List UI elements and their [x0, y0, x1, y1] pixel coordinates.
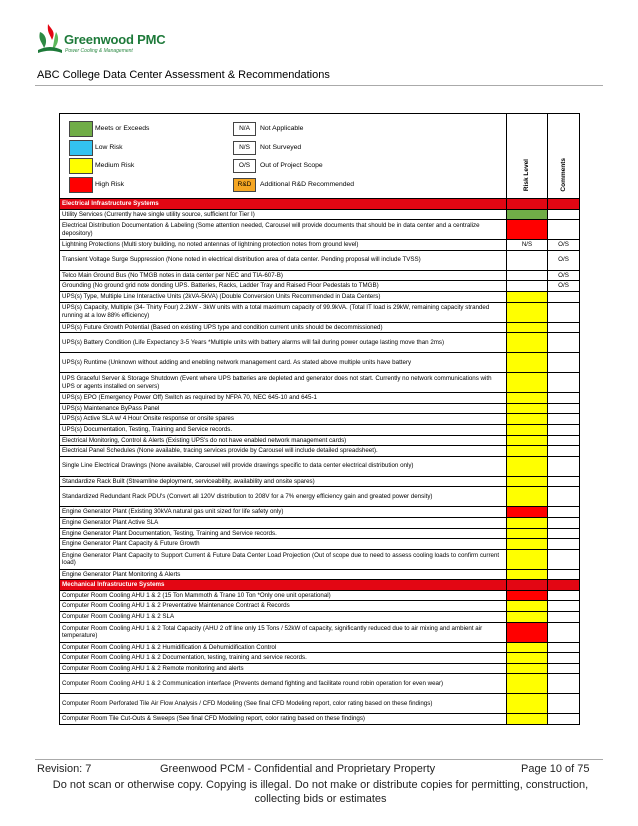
item-description: UPS(s) Capacity, Multiple (34- Thirty Four) 2.2kW - 3kW units with a total maximum capacity of 99.9kVA. (Total IT load is 29kW, remaining capacity stranded running at a low 88% efficiency) — [60, 302, 507, 322]
footer-revision: Revision: 7 — [37, 763, 92, 775]
item-description: Computer Room Cooling AHU 1 & 2 Total Capacity (AHU 2 off line only 15 Tons / 52kW of capacity, significantly reduced due to air mixing and ambient air temperature) — [60, 622, 507, 642]
risk-level-cell — [507, 302, 548, 322]
item-description: Single Line Electrical Drawings (None available, Carousel will provide drawings specific to data center electrical distribution only) — [60, 456, 507, 476]
comment-cell — [548, 435, 580, 446]
item-description: Electrical Panel Schedules (None available, tracing services provide by Carousel will include detailed spreadsheet). — [60, 446, 507, 457]
table-row — [60, 291, 580, 302]
table-row — [60, 528, 580, 539]
legend-code-label: Out of Project Scope — [260, 161, 323, 169]
legend-swatch-red — [69, 177, 93, 193]
comment-cell — [548, 569, 580, 580]
item-description: Engine Generator Plant Active SLA — [60, 517, 507, 528]
header-divider — [35, 85, 603, 86]
legend-code-label: Additional R&D Recommended — [260, 180, 355, 188]
risk-level-cell — [507, 569, 548, 580]
comment-cell — [548, 674, 580, 694]
legend-swatch-blue — [69, 140, 93, 156]
table-row — [60, 240, 580, 251]
table-row — [60, 393, 580, 404]
legend-code-badge: R&D — [233, 178, 256, 192]
risk-level-cell — [507, 322, 548, 333]
item-description: Standardized Redundant Rack PDU's (Convert all 120V distribution to 208V for a 7% energy efficiency gain and greated power density) — [60, 487, 507, 507]
logo-tagline: Power Cooling & Management — [65, 48, 133, 54]
legend-risk-label: Meets or Exceeds — [95, 124, 150, 132]
legend-row — [60, 114, 580, 199]
comment-cell — [548, 694, 580, 714]
table-row — [60, 517, 580, 528]
comment-cell — [548, 446, 580, 457]
comment-cell — [548, 414, 580, 425]
footer-divider — [35, 759, 603, 760]
item-description: UPS Graceful Server & Storage Shutdown (Event where UPS batteries are depleted and generator does not start. Currently no network communications with UPS or agents installed on servers) — [60, 373, 507, 393]
comment-cell — [548, 714, 580, 725]
risk-level-cell — [507, 393, 548, 404]
comment-cell — [548, 653, 580, 664]
comment-cell — [548, 487, 580, 507]
section-header-row — [60, 580, 580, 591]
risk-level-cell — [507, 435, 548, 446]
comment-cell — [548, 393, 580, 404]
table-row — [60, 653, 580, 664]
item-description: Telco Main Ground Bus (No TMGB notes in data center per NEC and TIA-607-B) — [60, 270, 507, 281]
risk-level-cell — [507, 291, 548, 302]
comment-cell — [548, 302, 580, 322]
risk-level-cell — [507, 674, 548, 694]
legend-swatch-green — [69, 121, 93, 137]
footer-copy-notice: Do not scan or otherwise copy. Copying is illegal. Do not make or distribute copies for permitting, construction, collecting bids or estimates — [52, 779, 589, 805]
comment-cell — [548, 353, 580, 373]
comment-cell — [548, 322, 580, 333]
table-row — [60, 403, 580, 414]
item-description: UPS(s) Type, Multiple Line Interactive Units (2kVA-5kVA) (Double Conversion Units Recommended in Data Centers) — [60, 291, 507, 302]
item-description: UPS(s) Runtime (Unknown without adding and enebling network management card. As stated above multiple units have battery — [60, 353, 507, 373]
item-description: UPS(s) Active SLA w/ 4 Hour Onsite response or onsite spares — [60, 414, 507, 425]
legend-code-label: Not Surveyed — [260, 143, 302, 151]
item-description: Computer Room Perforated Tile Air Flow Analysis / CFD Modeling (See final CFD Modeling report, color rating based on these findings) — [60, 694, 507, 714]
table-row — [60, 674, 580, 694]
item-description: Transient Voltage Surge Suppression (None noted in electrical distribution area of data center. Pending proposal will include TVSS) — [60, 250, 507, 270]
section-title: Electrical Infrastructure Systems — [60, 199, 507, 210]
risk-level-cell — [507, 663, 548, 674]
item-description: Lightning Protections (Multi story building, no noted antennas of lightning protection notes from ground level) — [60, 240, 507, 251]
comment-cell — [548, 517, 580, 528]
table-row — [60, 281, 580, 292]
item-description: UPS(s) Future Growth Potential (Based on existing UPS type and condition current units should be decommissioned) — [60, 322, 507, 333]
comment-cell — [548, 663, 580, 674]
item-description: Computer Room Tile Cut-Outs & Sweeps (See final CFD Modeling report, color rating based on these findings) — [60, 714, 507, 725]
legend-risk-label: Medium Risk — [95, 161, 135, 169]
company-logo — [34, 22, 174, 68]
legend-code-badge: N/S — [233, 141, 256, 155]
table-row — [60, 507, 580, 518]
item-description: Computer Room Cooling AHU 1 & 2 (15 Ton Mammoth & Trane 10 Ton *Only one unit operational) — [60, 590, 507, 601]
table-row — [60, 414, 580, 425]
risk-level-cell — [507, 580, 548, 591]
risk-level-cell — [507, 517, 548, 528]
risk-level-cell — [507, 694, 548, 714]
risk-level-cell — [507, 250, 548, 270]
item-description: Grounding (No ground grid note donding UPS. Batteries, Racks, Ladder Tray and Raised Floor Pedestals to TMGB) — [60, 281, 507, 292]
risk-level-cell — [507, 507, 548, 518]
legend-code-badge: N/A — [233, 122, 256, 136]
table-row — [60, 373, 580, 393]
item-description: Engine Generator Plant (Existing 30kVA natural gas unit sized for life safety only) — [60, 507, 507, 518]
legend-swatch-yellow — [69, 158, 93, 174]
assessment-sheet — [59, 113, 579, 725]
table-row — [60, 549, 580, 569]
section-header-row — [60, 199, 580, 210]
risk-level-cell — [507, 199, 548, 210]
table-row — [60, 714, 580, 725]
comment-cell: O/S — [548, 281, 580, 292]
risk-level-cell — [507, 590, 548, 601]
table-row — [60, 270, 580, 281]
logo-name: Greenwood PMC — [64, 32, 166, 47]
comment-cell — [548, 612, 580, 623]
risk-level-cell — [507, 414, 548, 425]
table-row — [60, 220, 580, 240]
risk-level-cell — [507, 403, 548, 414]
table-row — [60, 435, 580, 446]
comment-cell — [548, 507, 580, 518]
item-description: Electrical Monitoring, Control & Alerts (Existing UPS's do not have enabled network management cards) — [60, 435, 507, 446]
legend-risk-label: Low Risk — [95, 143, 123, 151]
comment-cell — [548, 456, 580, 476]
table-row — [60, 601, 580, 612]
legend-code-label: Not Applicable — [260, 124, 304, 132]
item-description: UPS(s) EPO (Emergency Power Off) Switch as required by NFPA 70, NEC 645-10 and 645-1 — [60, 393, 507, 404]
table-row — [60, 539, 580, 550]
comment-cell — [548, 424, 580, 435]
risk-level-cell — [507, 281, 548, 292]
risk-level-cell — [507, 446, 548, 457]
risk-level-cell — [507, 209, 548, 220]
comment-cell: O/S — [548, 250, 580, 270]
table-row — [60, 590, 580, 601]
comment-cell — [548, 642, 580, 653]
item-description: Engine Generator Plant Capacity & Future Growth — [60, 539, 507, 550]
logo-mark-icon — [34, 22, 64, 56]
risk-level-cell — [507, 476, 548, 487]
risk-level-cell — [507, 424, 548, 435]
table-row — [60, 302, 580, 322]
footer-page-number: Page 10 of 75 — [521, 763, 590, 775]
comment-cell — [548, 580, 580, 591]
table-row — [60, 446, 580, 457]
comment-cell — [548, 476, 580, 487]
table-row — [60, 250, 580, 270]
legend-code-badge: O/S — [233, 159, 256, 173]
table-row — [60, 476, 580, 487]
risk-level-cell — [507, 528, 548, 539]
table-row — [60, 663, 580, 674]
table-row — [60, 569, 580, 580]
risk-level-cell — [507, 642, 548, 653]
table-row — [60, 642, 580, 653]
risk-level-cell: N/S — [507, 240, 548, 251]
risk-level-cell — [507, 539, 548, 550]
risk-level-cell — [507, 601, 548, 612]
risk-level-cell — [507, 714, 548, 725]
item-description: Computer Room Cooling AHU 1 & 2 Communication interface (Prevents demand fighting and facilitate round robin operation for even wear) — [60, 674, 507, 694]
risk-level-header: Risk Level — [507, 114, 548, 199]
table-row — [60, 353, 580, 373]
comment-cell — [548, 601, 580, 612]
item-description: Computer Room Cooling AHU 1 & 2 Remote monitoring and alerts — [60, 663, 507, 674]
legend-risk-label: High Risk — [95, 180, 125, 188]
risk-level-cell — [507, 612, 548, 623]
item-description: UPS(s) Documentation, Testing, Training and Service records. — [60, 424, 507, 435]
comment-cell — [548, 403, 580, 414]
comment-cell — [548, 539, 580, 550]
table-row — [60, 487, 580, 507]
table-row — [60, 622, 580, 642]
risk-level-cell — [507, 270, 548, 281]
item-description: Engine Generator Plant Documentation, Testing, Training and Service records. — [60, 528, 507, 539]
risk-level-cell — [507, 353, 548, 373]
item-description: Engine Generator Plant Monitoring & Alerts — [60, 569, 507, 580]
table-row — [60, 456, 580, 476]
comment-cell: O/S — [548, 240, 580, 251]
risk-level-cell — [507, 622, 548, 642]
comment-cell — [548, 209, 580, 220]
risk-level-cell — [507, 487, 548, 507]
comment-cell — [548, 528, 580, 539]
item-description: Engine Generator Plant Capacity to Support Current & Future Data Center Load Projection (Out of scope due to need to assess cooling loads to confirm current load) — [60, 549, 507, 569]
risk-level-cell — [507, 220, 548, 240]
footer-confidential: Greenwood PCM - Confidential and Proprietary Property — [160, 763, 436, 775]
risk-level-cell — [507, 373, 548, 393]
item-description: Utility Services (Currently have single utility source, sufficient for Tier I) — [60, 209, 507, 220]
comment-cell — [548, 549, 580, 569]
table-row — [60, 424, 580, 435]
legend-cell — [60, 114, 507, 199]
item-description: Electrical Distribution Documentation & Labeling (Some attention needed, Carousel will provide documents that should be in data center and a centralize depository) — [60, 220, 507, 240]
item-description: Computer Room Cooling AHU 1 & 2 SLA — [60, 612, 507, 623]
item-description: Computer Room Cooling AHU 1 & 2 Documentation, testing, training and service records. — [60, 653, 507, 664]
comments-header: Comments — [548, 114, 580, 199]
risk-level-cell — [507, 549, 548, 569]
comment-cell — [548, 199, 580, 210]
comment-cell — [548, 220, 580, 240]
item-description: Computer Room Cooling AHU 1 & 2 Preventative Maintenance Contract & Records — [60, 601, 507, 612]
item-description: UPS(s) Battery Condition (Life Expectancy 3-5 Years *Multiple units with battery alarms will fail during power outage lasting move than 2ms) — [60, 333, 507, 353]
comment-cell — [548, 373, 580, 393]
comment-cell: O/S — [548, 270, 580, 281]
table-row — [60, 322, 580, 333]
section-title: Mechanical Infrastructure Systems — [60, 580, 507, 591]
comment-cell — [548, 291, 580, 302]
table-row — [60, 209, 580, 220]
item-description: UPS(s) Maintenance ByPass Panel — [60, 403, 507, 414]
table-row — [60, 694, 580, 714]
risk-level-cell — [507, 333, 548, 353]
comment-cell — [548, 333, 580, 353]
risk-level-cell — [507, 653, 548, 664]
risk-level-cell — [507, 456, 548, 476]
item-description: Standardize Rack Built (Streamline deployment, serviceability, availability and onsite spares) — [60, 476, 507, 487]
table-row — [60, 333, 580, 353]
table-row — [60, 612, 580, 623]
comment-cell — [548, 622, 580, 642]
item-description: Computer Room Cooling AHU 1 & 2 Humidification & Dehumidification Control — [60, 642, 507, 653]
document-title: ABC College Data Center Assessment & Recommendations — [37, 69, 330, 81]
comment-cell — [548, 590, 580, 601]
assessment-table — [59, 113, 580, 725]
